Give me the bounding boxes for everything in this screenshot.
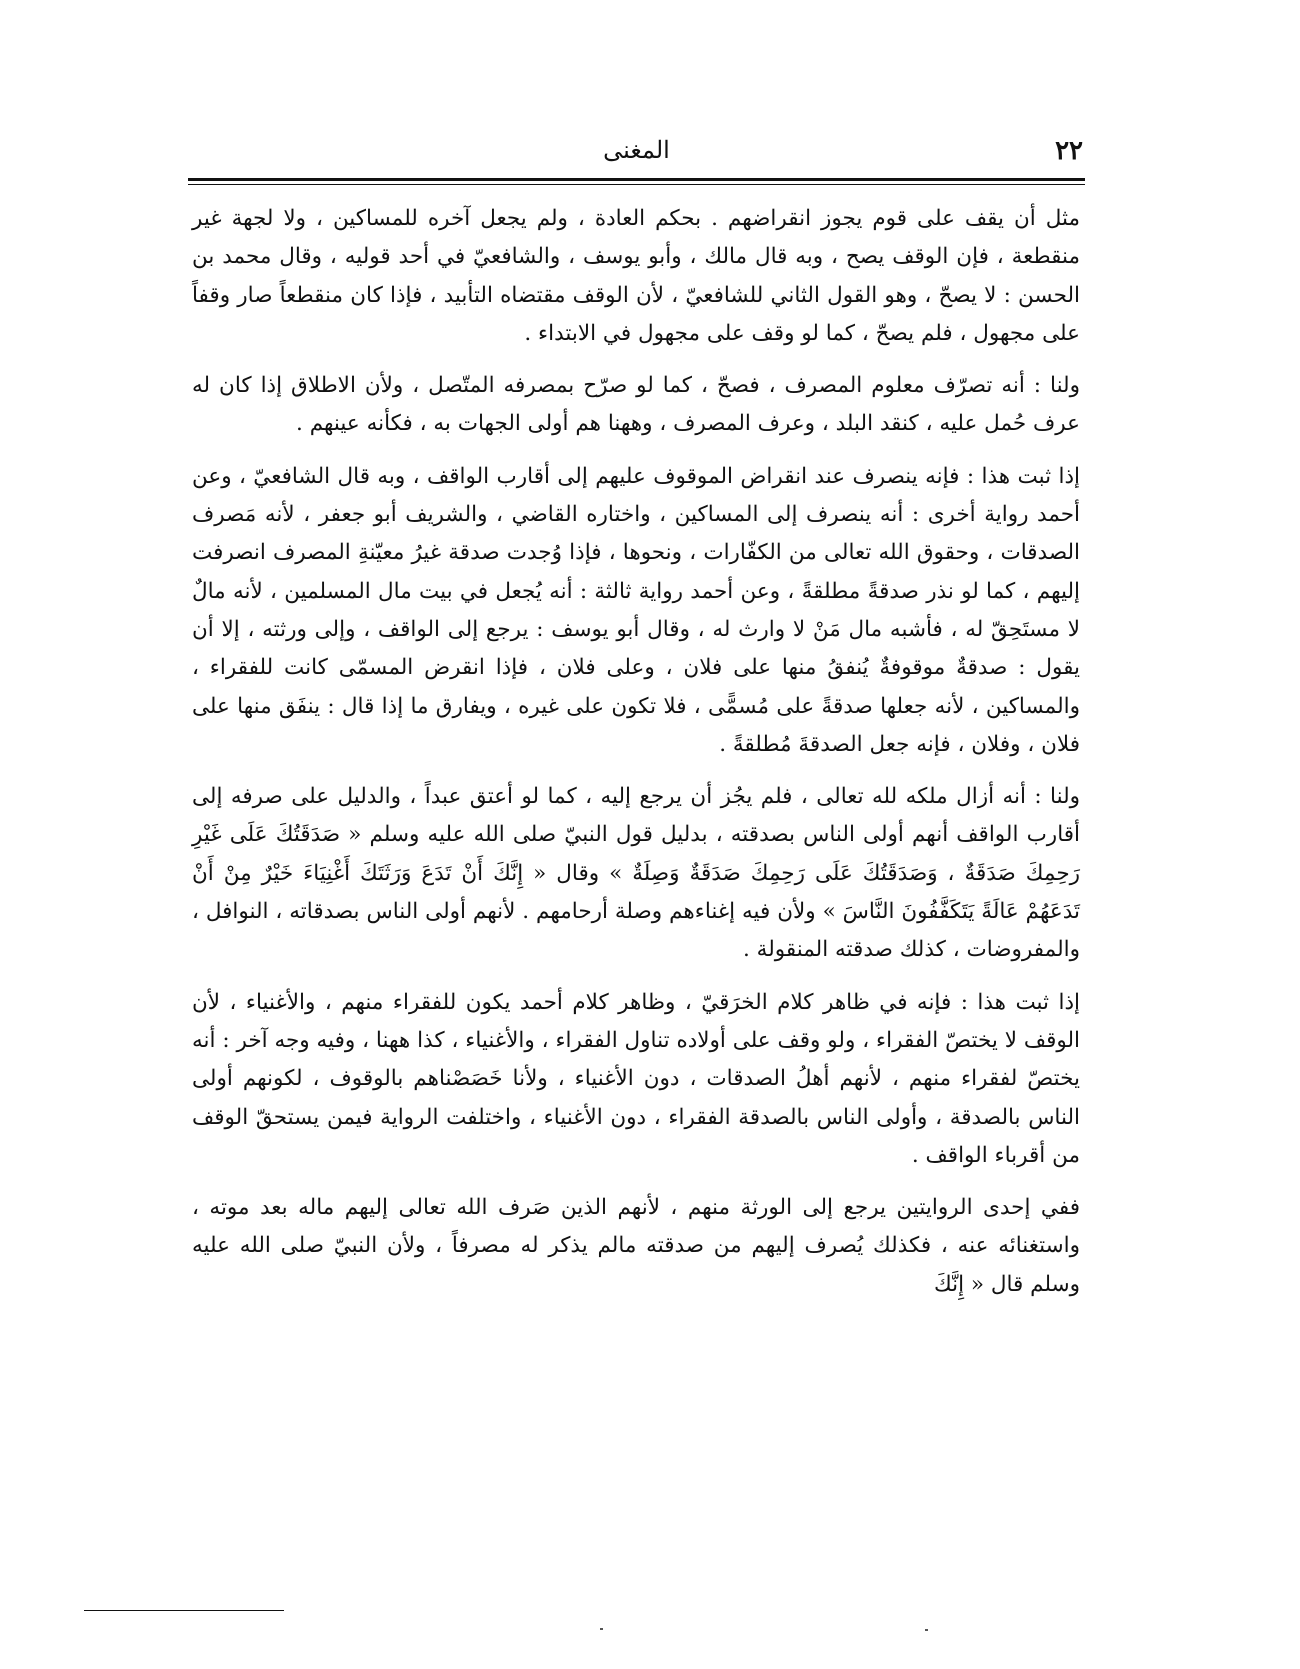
- paragraph-5: إذا ثبت هذا : فإنه في ظاهر كلام الخرَقيّ ، وظاهر كلام أحمد يكون للفقراء منهم ، والأغنياء ، لأن الوقف لا يختصّ الفقراء ، ولو وقف على أولاده تناول الفقراء ، والأغنياء ، كذا ههنا ، وفيه وجه آخر : أنه يختصّ لفقراء منهم ، لأنهم أهلُ الصدقات ، دون الأغنياء ، ولأنا خَصَصْناهم بالوقوف ، لكونهم أولى الناس بالصدقة ، وأولى الناس بالصدقة الفقراء ، دون الأغنياء ، واختلفت الرواية فيمن يستحقّ الوقف من أقرباء الواقف .: [192, 989, 1080, 1168]
- paragraph-3: إذا ثبت هذا : فإنه ينصرف عند انقراض الموقوف عليهم إلى أقارب الواقف ، وبه قال الشافعيّ ، وعن أحمد رواية أخرى : أنه ينصرف إلى المساكين ، واختاره القاضي ، والشريف أبو جعفر ، لأنه مَصرف الصدقات ، وحقوق الله تعالى من الكفّارات ، ونحوها ، فإذا وُجدت صدقة غيرُ معيّنةِ المصرف انصرفت إليهم ، كما لو نذر صدقةً مطلقةً ، وعن أحمد رواية ثالثة : أنه يُجعل في بيت مال المسلمين ، لأنه مالٌ لا مستَحِقّ له ، فأشبه مال مَنْ لا وارث له ، وقال أبو يوسف : يرجع إلى الواقف ، وإلى ورثته ، إلا أن يقول : صدقةٌ موقوفةٌ يُنفقُ منها على فلان ، وعلى فلان ، فإذا انقرض المسمّى كانت للفقراء ، والمساكين ، لأنه جعلها صدقةً على مُسمًّى ، فلا تكون على غيره ، ويفارق ما إذا قال : ينفَق منها على فلان ، وفلان ، فإنه جعل الصدقةَ مُطلقةً .: [192, 463, 1080, 757]
- scan-speck: [600, 1628, 603, 1630]
- paragraph-2: ولنا : أنه تصرّف معلوم المصرف ، فصحّ ، كما لو صرّح بمصرفه المتّصل ، ولأن الاطلاق إذا كان له عرف حُمل عليه ، كنقد البلد ، وعرف المصرف ، وههنا هم أولى الجهات به ، فكأنه عينهم .: [192, 373, 1080, 437]
- paragraph-4: ولنا : أنه أزال ملكه لله تعالى ، فلم يجُز أن يرجع إليه ، كما لو أعتق عبداً ، والدليل على صرفه إلى أقارب الواقف أنهم أولى الناس بصدقته ، بدليل قول النبيّ صلى الله عليه وسلم « صَدَقَتُكَ عَلَى غَيْرِ رَحِمِكَ صَدَقَةٌ ، وَصَدَقَتُكَ عَلَى رَحِمِكَ صَدَقَةٌ وَصِلَةٌ » وقال « إِنَّكَ أَنْ تَدَعَ وَرَثَتَكَ أَغْنِيَاءَ خَيْرٌ مِنْ أَنْ تَدَعَهُمْ عَالَةً يَتَكَفَّفُونَ النَّاسَ » ولأن فيه إغناءهم وصلة أرحامهم . لأنهم أولى الناس بصدقاته ، النوافل ، والمفروضات ، كذلك صدقته المنقولة .: [192, 784, 1080, 963]
- footnote-rule: [84, 1610, 284, 1611]
- paragraph-1: مثل أن يقف على قوم يجوز انقراضهم . بحكم العادة ، ولم يجعل آخره للمساكين ، ولا لجهة غير منقطعة ، فإن الوقف يصح ، وبه قال مالك ، وأبو يوسف ، والشافعيّ في أحد قوليه ، وقال محمد بن الحسن : لا يصحّ ، وهو القول الثاني للشافعيّ ، لأن الوقف مقتضاه التأبيد ، فإذا كان منقطعاً صار وقفاً على مجهول ، فلم يصحّ ، كما لو وقف على مجهول في الابتداء .: [192, 206, 1080, 346]
- header-rule: [188, 178, 1085, 181]
- body-text: [192, 200, 1080, 1318]
- page-number: ٢٢: [1055, 136, 1083, 166]
- header-rule-thin: [188, 184, 1085, 185]
- page-header: [190, 136, 1083, 176]
- running-title: المغنى: [603, 136, 670, 164]
- scan-specks: [600, 1628, 940, 1632]
- scan-speck: [925, 1629, 928, 1631]
- paragraph-6: ففي إحدى الروايتين يرجع إلى الورثة منهم ، لأنهم الذين صَرف الله تعالى إليهم ماله بعد موته ، واستغنائه عنه ، فكذلك يُصرف إليهم من صدقته مالم يذكر له مصرفاً ، ولأن النبيّ صلى الله عليه وسلم قال « إِنَّكَ: [192, 1195, 1080, 1297]
